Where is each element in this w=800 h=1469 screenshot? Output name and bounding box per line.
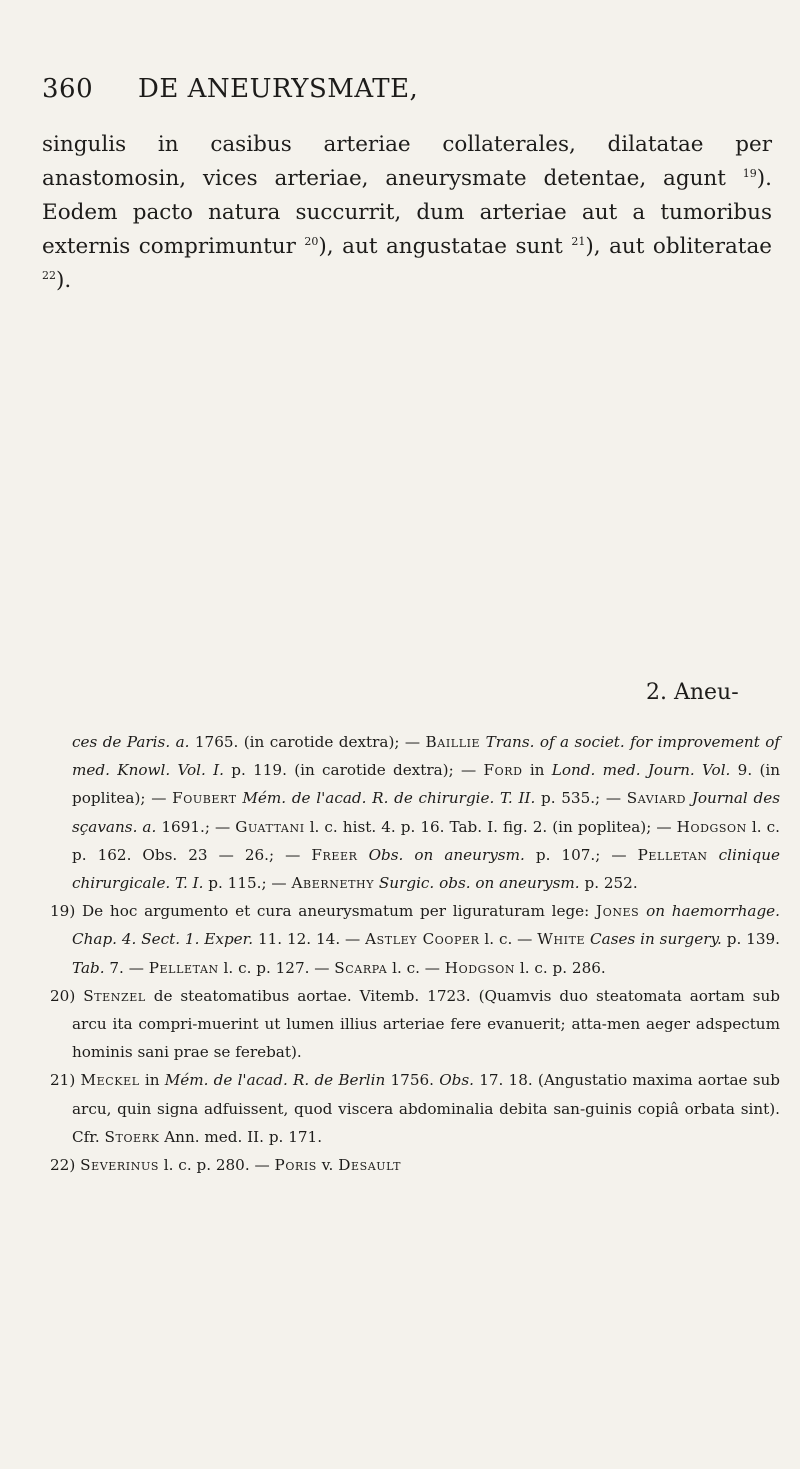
text-run: 1691.; — bbox=[156, 817, 236, 836]
text-run: 19) De hoc argumento et cura aneurysmatum per liguraturam lege: bbox=[50, 902, 597, 921]
author-name: Scarpa bbox=[334, 958, 388, 977]
author-name: Foubert bbox=[172, 789, 237, 808]
text-run: l. c. p. 162. Obs. 23 — 26.; — bbox=[72, 817, 780, 864]
footnote-continuation bbox=[42, 728, 780, 897]
text-run bbox=[708, 846, 719, 864]
catchword: 2. Aneu- bbox=[646, 680, 739, 705]
author-name: White bbox=[537, 930, 586, 949]
text-run: p. 107.; — bbox=[524, 845, 638, 864]
text-run: in bbox=[522, 761, 552, 780]
text-run bbox=[358, 846, 369, 864]
author-name: Baillie bbox=[425, 733, 481, 751]
footnote-ref: 22 bbox=[42, 268, 56, 282]
text-run: de steatomatibus aortae. Vitemb. 1723. (Quamvis duo steatomata aortam sub arcu ita compri-muerint ut lumen illius arteriae fere evanuerit; atta-men aeger adspectum hominis sani prae se ferebat). bbox=[72, 986, 780, 1062]
author-name: Jones bbox=[596, 902, 640, 921]
page-number: 360 bbox=[42, 74, 94, 104]
author-name: Pelletan bbox=[637, 845, 708, 864]
footnote bbox=[42, 982, 780, 1067]
author-name: Stenzel bbox=[83, 986, 146, 1005]
text-run: 1756. bbox=[385, 1071, 440, 1090]
running-head bbox=[42, 74, 760, 110]
author-name: Severinus bbox=[80, 1156, 159, 1175]
text-run: ), aut angustatae sunt bbox=[318, 234, 572, 259]
text-run: p. 535.; — bbox=[535, 789, 627, 808]
text-run: in bbox=[139, 1071, 165, 1090]
author-name: Hodgson bbox=[444, 958, 516, 977]
text-run: l. c. p. 286. bbox=[515, 958, 606, 977]
author-name: Meckel bbox=[80, 1071, 140, 1090]
author-name: Abernethy bbox=[291, 874, 375, 893]
footnotes bbox=[42, 728, 780, 1179]
work-title: Trans. of a societ. for improvement of med. Knowl. Vol. I. bbox=[72, 733, 780, 780]
text-run: ). bbox=[56, 268, 72, 293]
work-title: Lond. med. Journ. Vol. bbox=[551, 761, 731, 780]
text-run: 21) bbox=[50, 1071, 81, 1090]
footnote-ref: 20 bbox=[304, 234, 319, 248]
work-title: clinique chirurgicale. T. I. bbox=[72, 845, 780, 893]
author-name: Poris bbox=[274, 1156, 317, 1175]
author-name: Stoerk bbox=[104, 1127, 160, 1146]
text-run: l. c. p. 127. — bbox=[218, 958, 335, 977]
author-name: Astley Cooper bbox=[365, 930, 480, 949]
text-run: v. bbox=[316, 1156, 339, 1175]
text-run: 9. (in poplitea); — bbox=[72, 761, 781, 808]
author-name: Saviard bbox=[626, 789, 687, 808]
text-run: 11. 12. 14. — bbox=[253, 930, 366, 949]
text-run: 17. 18. (Angustatio maxima aortae sub arcu, quin signa adfuissent, quod viscera abdominalia debita san-guinis copiâ orbata sint). Cfr. bbox=[72, 1071, 781, 1146]
work-title: Obs. on aneurysm. bbox=[368, 845, 525, 864]
text-run: ). Eodem pacto natura succurrit, dum arteriae aut a tumoribus externis comprimuntur bbox=[42, 166, 772, 259]
footnote-ref: 21 bbox=[571, 234, 586, 248]
author-name: Guattani bbox=[235, 817, 305, 836]
work-title: Tab. bbox=[72, 958, 105, 977]
text-run: p. 119. (in carotide dextra); — bbox=[223, 761, 484, 780]
text-run: p. 252. bbox=[579, 874, 638, 893]
author-name: Ford bbox=[483, 761, 523, 780]
running-title: DE ANEURYSMATE, bbox=[138, 74, 419, 104]
footnote bbox=[42, 1066, 780, 1151]
author-name: Freer bbox=[311, 845, 358, 864]
author-name: Hodgson bbox=[676, 817, 747, 836]
work-title: on haemorrhage. Chap. 4. Sect. 1. Exper. bbox=[72, 902, 780, 949]
work-title: Journal des sçavans. a. bbox=[72, 789, 780, 836]
main-paragraph bbox=[42, 128, 772, 298]
work-title: Mém. de l'acad. R. de chirurgie. T. II. bbox=[242, 789, 536, 808]
work-title: ces de Paris. a. bbox=[72, 733, 190, 751]
text-run: ), aut obliteratae bbox=[585, 234, 772, 259]
footnote bbox=[42, 897, 780, 982]
work-title: Surgic. obs. on aneurysm. bbox=[378, 874, 580, 893]
text-run: l. c. — bbox=[479, 930, 538, 949]
text-run: singulis in casibus arteriae collaterales, dilatatae per anastomosin, vices arteriae, aneurysmate detentae, agunt bbox=[42, 132, 772, 191]
author-name: Pelletan bbox=[148, 958, 219, 977]
footnote-ref: 19 bbox=[742, 166, 757, 180]
text-run: Ann. med. II. p. 171. bbox=[159, 1127, 323, 1146]
text-run: p. 115.; — bbox=[203, 874, 292, 893]
text-run: l. c. hist. 4. p. 16. Tab. I. fig. 2. (in poplitea); — bbox=[304, 817, 677, 836]
text-run: l. c. — bbox=[387, 958, 445, 977]
author-name: Desault bbox=[338, 1156, 402, 1175]
text-run: p. 139. bbox=[721, 930, 780, 949]
text-run: 7. — bbox=[104, 958, 149, 977]
work-title: Cases in surgery. bbox=[590, 930, 722, 949]
text-run: 20) bbox=[50, 986, 84, 1005]
main-text bbox=[42, 128, 772, 298]
text-run: 22) bbox=[50, 1156, 81, 1175]
work-title: Mém. de l'acad. R. de Berlin bbox=[164, 1071, 386, 1090]
text-run: l. c. p. 280. — bbox=[158, 1156, 275, 1175]
work-title: Obs. bbox=[439, 1071, 474, 1090]
text-run: 1765. (in carotide dextra); — bbox=[189, 733, 426, 751]
footnote bbox=[42, 1151, 780, 1179]
